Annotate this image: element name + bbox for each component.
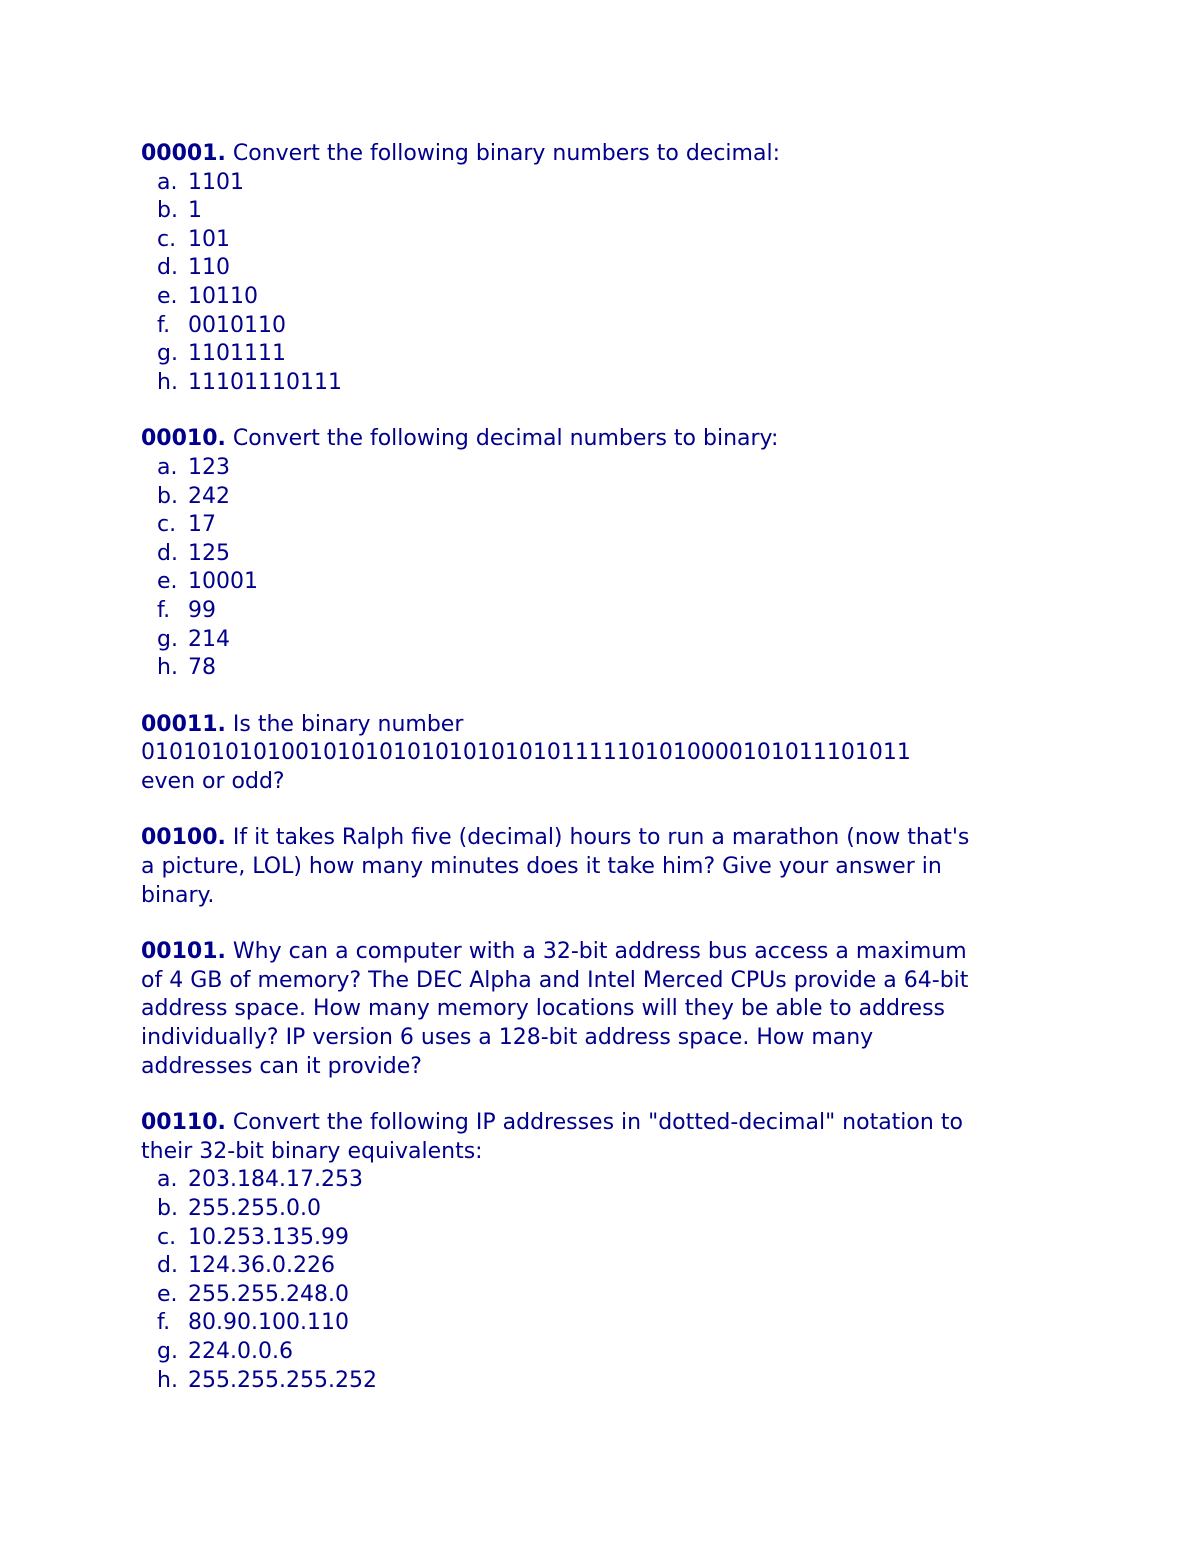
list-item <box>157 1195 1071 1224</box>
question-text-line: binary. <box>141 882 215 908</box>
item-letter: b. <box>157 483 178 509</box>
question-text: Convert the following decimal numbers to binary: <box>225 426 779 452</box>
question-6-prompt <box>141 1109 1071 1138</box>
item-letter: h. <box>157 1367 178 1393</box>
question-text-line: of 4 GB of memory? The DEC Alpha and Intel Merced CPUs provide a 64-bit <box>141 967 969 993</box>
item-letter: c. <box>157 512 177 538</box>
item-value: 123 <box>188 454 230 480</box>
question-3-prompt <box>141 711 1071 740</box>
question-number: 00101. <box>141 939 226 965</box>
question-text-line: even or odd? <box>141 768 285 794</box>
question-text: Is the binary number <box>225 711 464 737</box>
item-letter: e. <box>157 283 178 309</box>
item-value: 125 <box>188 540 230 566</box>
list-item <box>157 654 1071 683</box>
item-letter: d. <box>157 540 178 566</box>
item-letter: a. <box>157 1167 178 1193</box>
question-2-items <box>141 454 1071 683</box>
list-item <box>157 540 1071 569</box>
question-text: Why can a computer with a 32-bit address bus access a maximum <box>225 939 967 965</box>
item-letter: c. <box>157 226 177 252</box>
question-3 <box>141 711 1071 797</box>
list-item <box>157 483 1071 512</box>
item-letter: f. <box>157 597 171 623</box>
item-letter: d. <box>157 255 178 281</box>
item-value: 10001 <box>188 569 258 595</box>
item-letter: d. <box>157 1253 178 1279</box>
question-text-line: address space. How many memory locations will they be able to address <box>141 996 945 1022</box>
item-letter: g. <box>157 1338 178 1364</box>
item-value: 10.253.135.99 <box>188 1224 349 1250</box>
item-letter: h. <box>157 369 178 395</box>
question-1-items <box>141 169 1071 398</box>
list-item <box>157 1309 1071 1338</box>
question-number: 00110. <box>141 1110 226 1136</box>
question-4 <box>141 824 1071 910</box>
item-letter: c. <box>157 1224 177 1250</box>
item-letter: e. <box>157 569 178 595</box>
item-letter: a. <box>157 454 178 480</box>
question-text: Convert the following binary numbers to decimal: <box>225 141 780 166</box>
question-6-items <box>141 1166 1071 1395</box>
item-value: 214 <box>188 626 230 652</box>
item-letter: e. <box>157 1281 178 1307</box>
item-value: 242 <box>188 483 230 509</box>
question-1 <box>141 140 1071 397</box>
item-letter: b. <box>157 198 178 224</box>
question-text: If it takes Ralph five (decimal) hours to run a marathon (now that's <box>225 825 970 851</box>
question-4-prompt <box>141 824 1071 853</box>
question-text: Convert the following IP addresses in "dotted-decimal" notation to <box>225 1110 963 1136</box>
item-value: 255.255.0.0 <box>188 1196 321 1221</box>
question-text-line: 010101010100101010101010101010111110101000010101110101​1 <box>141 740 911 766</box>
list-item <box>157 1367 1071 1396</box>
item-letter: b. <box>157 1196 178 1221</box>
item-value: 110 <box>188 255 230 281</box>
question-text-line: their 32-bit binary equivalents: <box>141 1138 483 1164</box>
question-number: 00100. <box>141 825 226 851</box>
list-item <box>157 626 1071 655</box>
question-text-line: addresses can it provide? <box>141 1053 422 1079</box>
item-value: 99 <box>188 597 216 623</box>
item-value: 101 <box>188 226 230 252</box>
question-number: 00011. <box>141 711 226 737</box>
item-value: 1101111 <box>188 341 286 367</box>
item-value: 124.36.0.226 <box>188 1253 335 1279</box>
list-item <box>157 312 1071 341</box>
list-item <box>157 597 1071 626</box>
question-6 <box>141 1109 1071 1395</box>
list-item <box>157 369 1071 398</box>
list-item <box>157 1338 1071 1367</box>
question-number: 00010. <box>141 426 226 452</box>
list-item <box>157 1224 1071 1253</box>
list-item <box>157 169 1071 198</box>
item-value: 255.255.255.252 <box>188 1367 377 1393</box>
list-item <box>157 197 1071 226</box>
item-value: 80.90.100.110 <box>188 1310 349 1336</box>
item-value: 255.255.248.0 <box>188 1281 349 1307</box>
list-item <box>157 1166 1071 1195</box>
list-item <box>157 1281 1071 1310</box>
list-item <box>157 283 1071 312</box>
item-letter: g. <box>157 341 178 367</box>
question-5 <box>141 938 1071 1081</box>
question-5-prompt <box>141 938 1071 967</box>
item-value: 1101 <box>188 169 244 195</box>
question-1-prompt <box>141 140 1071 169</box>
item-value: 0010110 <box>188 312 286 338</box>
list-item <box>157 340 1071 369</box>
question-text-line: individually? IP version 6 uses a 128-bit address space. How many <box>141 1025 874 1051</box>
list-item <box>157 454 1071 483</box>
item-letter: g. <box>157 626 178 652</box>
item-letter: a. <box>157 169 178 195</box>
list-item <box>157 226 1071 255</box>
item-value: 17 <box>188 512 216 538</box>
question-2 <box>141 425 1071 682</box>
question-2-prompt <box>141 425 1071 454</box>
item-value: 1 <box>188 198 202 224</box>
item-value: 10110 <box>188 283 258 309</box>
list-item <box>157 254 1071 283</box>
item-value: 203.184.17.253 <box>188 1167 363 1193</box>
list-item <box>157 511 1071 540</box>
question-number: 00001. <box>141 141 226 166</box>
list-item <box>157 568 1071 597</box>
item-letter: f. <box>157 312 171 338</box>
list-item <box>157 1252 1071 1281</box>
document-page <box>141 140 1071 1423</box>
question-text-line: a picture, LOL) how many minutes does it take him? Give your answer in <box>141 854 942 880</box>
item-value: 224.0.0.6 <box>188 1338 293 1364</box>
item-letter: h. <box>157 655 178 681</box>
item-value: 11101110111 <box>188 369 342 395</box>
item-letter: f. <box>157 1310 171 1336</box>
item-value: 78 <box>188 655 216 681</box>
